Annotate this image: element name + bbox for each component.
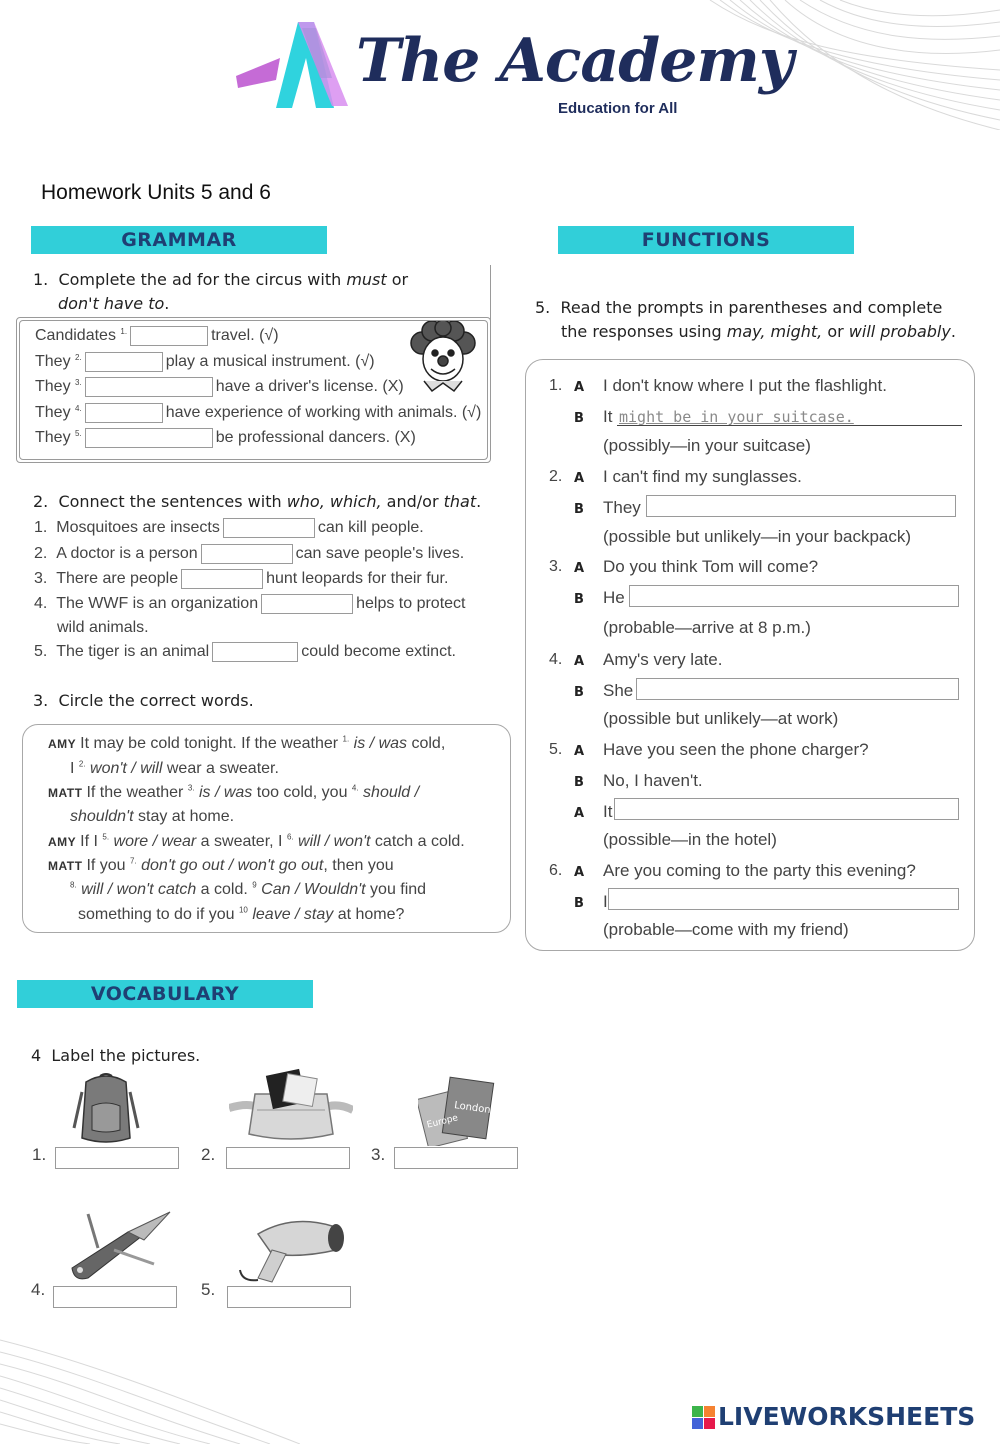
ex5-item-2-line-a: I can't find my sunglasses. xyxy=(603,467,802,486)
ex5-item-4-answer-input[interactable] xyxy=(636,678,959,700)
ex5-item-4-speaker-a: A xyxy=(574,654,585,669)
ex5-item-5-speaker-a: A xyxy=(574,744,585,759)
ex5-item-6-prompt: (probable—come with my friend) xyxy=(603,920,849,939)
ex5-item-5-line-a: Have you seen the phone charger? xyxy=(603,740,869,759)
backpack-icon xyxy=(64,1072,148,1146)
hair-dryer-icon xyxy=(232,1204,348,1286)
ex5-item-3-line-a: Do you think Tom will come? xyxy=(603,557,819,576)
ex2-item-3: 3. There are people hunt leopards for their fur. xyxy=(34,570,449,588)
pocket-knife-icon xyxy=(58,1204,176,1286)
ex1-blank-2[interactable] xyxy=(85,352,163,372)
ex5-item-1-answer[interactable]: might be in your suitcase. xyxy=(619,408,854,426)
ex1-blank-4[interactable] xyxy=(85,403,163,423)
ex3-choice-9[interactable]: Can / Wouldn't xyxy=(256,881,366,898)
ex3-choice-8[interactable]: will / won't catch xyxy=(76,881,197,898)
ex1-row-1: Candidates $^{1.}$ travel. (√) xyxy=(35,326,279,345)
ex2-item-5: 5. The tiger is an animal could become extinct. xyxy=(34,643,456,661)
ex5-item-1-line-b-start: It xyxy=(603,407,613,426)
liveworksheets-badge-icon xyxy=(692,1406,716,1430)
ex5-item-6-line-b-start: I xyxy=(603,892,608,911)
ex5-item-6-line-a: Are you coming to the party this evening? xyxy=(603,861,916,880)
brand-subtitle: Education for All xyxy=(558,100,678,117)
ex5-item-6-speaker-a: A xyxy=(574,865,585,880)
academy-logo-icon xyxy=(236,18,354,110)
ex5-item-1-speaker-b: B xyxy=(574,411,584,426)
ex3-choice-10[interactable]: leave / stay xyxy=(247,906,334,923)
ex5-item-4-prompt: (possible but unlikely—at work) xyxy=(603,709,839,728)
ex4-answer-input-3[interactable] xyxy=(394,1147,518,1169)
ex1-blank-5[interactable] xyxy=(85,428,213,448)
clown-icon xyxy=(410,321,476,395)
ex5-item-3-prompt: (probable—arrive at 8 p.m.) xyxy=(603,618,811,637)
ex1-row-2: They $^{2.}$ play a musical instrument. (√) xyxy=(35,352,375,371)
ex2-blank-5[interactable] xyxy=(212,642,298,662)
ex5-item-5-prompt: (possible—in the hotel) xyxy=(603,830,777,849)
ex5-item-5-line-a2-start: It xyxy=(603,802,613,821)
ex5-item-2-speaker-b: B xyxy=(574,502,584,517)
ex3-choice-2[interactable]: won't / will xyxy=(85,760,163,777)
ex3-choice-3[interactable]: is / was xyxy=(194,784,253,801)
ex5-item-5-speaker-b: B xyxy=(574,775,584,790)
guidebook-europe-label: Europe xyxy=(425,1113,460,1131)
ex5-item-6-answer-input[interactable] xyxy=(608,888,959,910)
ex3-choice-1[interactable]: is / was xyxy=(353,735,408,752)
ex5-item-1-number: 1. xyxy=(549,377,563,394)
brand-title: The Academy xyxy=(356,26,793,96)
ex5-item-5-line-b: No, I haven't. xyxy=(603,771,703,790)
ex3-choice-5[interactable]: wore / wear xyxy=(109,833,197,850)
guidebook-london-label: London xyxy=(453,1100,492,1117)
ex5-item-5-number: 5. xyxy=(549,741,563,758)
ex5-item-4-line-b-start: She xyxy=(603,681,634,700)
ex5-item-2-speaker-a: A xyxy=(574,471,585,486)
ex4-answer-input-4[interactable] xyxy=(53,1286,177,1308)
decorative-waves-bottom xyxy=(0,1320,300,1444)
guidebooks-icon xyxy=(418,1070,498,1146)
ex5-item-5-answer-input[interactable] xyxy=(614,798,959,820)
ex4-instruction: 4 Label the pictures. xyxy=(31,1046,201,1065)
ex5-item-2-answer-input[interactable] xyxy=(646,495,956,517)
ex4-answer-input-5[interactable] xyxy=(227,1286,351,1308)
ex3-line-3: MATT If the weather $^{3.}$ is / was too cold, you $^{4.}$ should / xyxy=(48,783,420,801)
money-belt-icon xyxy=(229,1064,353,1146)
ex5-item-3-speaker-a: A xyxy=(574,561,585,576)
ex3-line-6: MATT If you $^{7.}$ don't go out / won't go out, then you xyxy=(48,856,394,874)
ex2-item-2: 2. A doctor is a person can save people's lives. xyxy=(34,545,465,563)
homework-title: Homework Units 5 and 6 xyxy=(41,181,271,204)
ex5-item-2-prompt: (possible but unlikely—in your backpack) xyxy=(603,527,912,546)
ex3-choice-6[interactable]: will / won't xyxy=(293,833,371,850)
ex1-row-5: They $^{5.}$ be professional dancers. (X) xyxy=(35,428,416,447)
ex5-item-4-line-a: Amy's very late. xyxy=(603,650,723,669)
ex4-item-5-number: 5. xyxy=(201,1280,216,1299)
ex5-item-3-number: 3. xyxy=(549,558,563,575)
ex5-item-1-prompt: (possibly—in your suitcase) xyxy=(603,436,811,455)
ex5-item-4-speaker-b: B xyxy=(574,685,584,700)
ex1-row-4: They $^{4.}$ have experience of working with animals. (√) xyxy=(35,403,482,422)
ex5-item-6-number: 6. xyxy=(549,862,563,879)
functions-banner: FUNCTIONS xyxy=(558,226,854,254)
ex2-blank-3[interactable] xyxy=(181,569,263,589)
ex4-answer-input-2[interactable] xyxy=(226,1147,350,1169)
ex3-line-4: shouldn't stay at home. xyxy=(70,808,235,825)
ex4-item-2-number: 2. xyxy=(201,1145,216,1164)
ex1-row-3: They $^{3.}$ have a driver's license. (X) xyxy=(35,377,404,396)
ex2-instruction: 2. Connect the sentences with who, which, and/or that. xyxy=(33,492,482,511)
ex5-item-4-number: 4. xyxy=(549,651,563,668)
ex3-dialogue-box xyxy=(22,724,511,933)
ex5-instruction: 5. Read the prompts in parentheses and complete the responses using may, might, or will probably. xyxy=(535,298,956,341)
ex5-item-2-number: 2. xyxy=(549,468,563,485)
ex3-line-7: $^{8.}$ will / won't catch a cold. $^9$ Can / Wouldn't you find xyxy=(70,880,427,898)
ex2-item-1: 1. Mosquitoes are insects can kill people. xyxy=(34,519,424,537)
ex3-instruction: 3. Circle the correct words. xyxy=(33,691,254,710)
vocabulary-banner: VOCABULARY xyxy=(17,980,313,1008)
ex5-item-2-line-b-start: They xyxy=(603,498,641,517)
grammar-banner: GRAMMAR xyxy=(31,226,327,254)
ex5-item-3-line-b-start: He xyxy=(603,588,625,607)
ex4-answer-input-1[interactable] xyxy=(55,1147,179,1169)
ex2-blank-1[interactable] xyxy=(223,518,315,538)
ex3-line-8: something to do if you $^{10}$ leave / stay at home? xyxy=(78,905,405,923)
liveworksheets-logo[interactable]: LIVEWORKSHEETS xyxy=(718,1402,976,1431)
ex3-choice-7[interactable]: don't go out / won't go out xyxy=(136,857,324,874)
ex4-item-3-number: 3. xyxy=(371,1145,386,1164)
ex2-item-4: 4. The WWF is an organization helps to protect xyxy=(34,595,466,613)
ex5-item-3-speaker-b: B xyxy=(574,592,584,607)
ex2-blank-4[interactable] xyxy=(261,594,353,614)
ex2-item-4-continued: wild animals. xyxy=(57,619,149,636)
ex3-line-1: AMY It may be cold tonight. If the weather $^{1.}$ is / was cold, xyxy=(48,734,446,752)
ex1-instruction: 1. Complete the ad for the circus with must or don't have to. xyxy=(33,270,409,313)
ex4-item-4-number: 4. xyxy=(31,1280,46,1299)
ex3-choice-4[interactable]: should / xyxy=(358,784,420,801)
ex5-item-6-speaker-b: B xyxy=(574,896,584,911)
ex1-blank-1[interactable] xyxy=(130,326,208,346)
ex5-item-5-speaker-a2: A xyxy=(574,806,585,821)
ex4-item-1-number: 1. xyxy=(32,1145,47,1164)
ex2-blank-2[interactable] xyxy=(201,544,293,564)
ex1-blank-3[interactable] xyxy=(85,377,213,397)
ex3-line-5: AMY If I $^{5.}$ wore / wear a sweater, I $^{6.}$ will / won't catch a cold. xyxy=(48,832,465,850)
ex3-line-2: I $^{2.}$ won't / will wear a sweater. xyxy=(70,759,279,777)
ex5-item-3-answer-input[interactable] xyxy=(629,585,959,607)
ex5-item-1-line-a: I don't know where I put the flashlight. xyxy=(603,376,887,395)
ex5-item-1-speaker-a: A xyxy=(574,380,585,395)
